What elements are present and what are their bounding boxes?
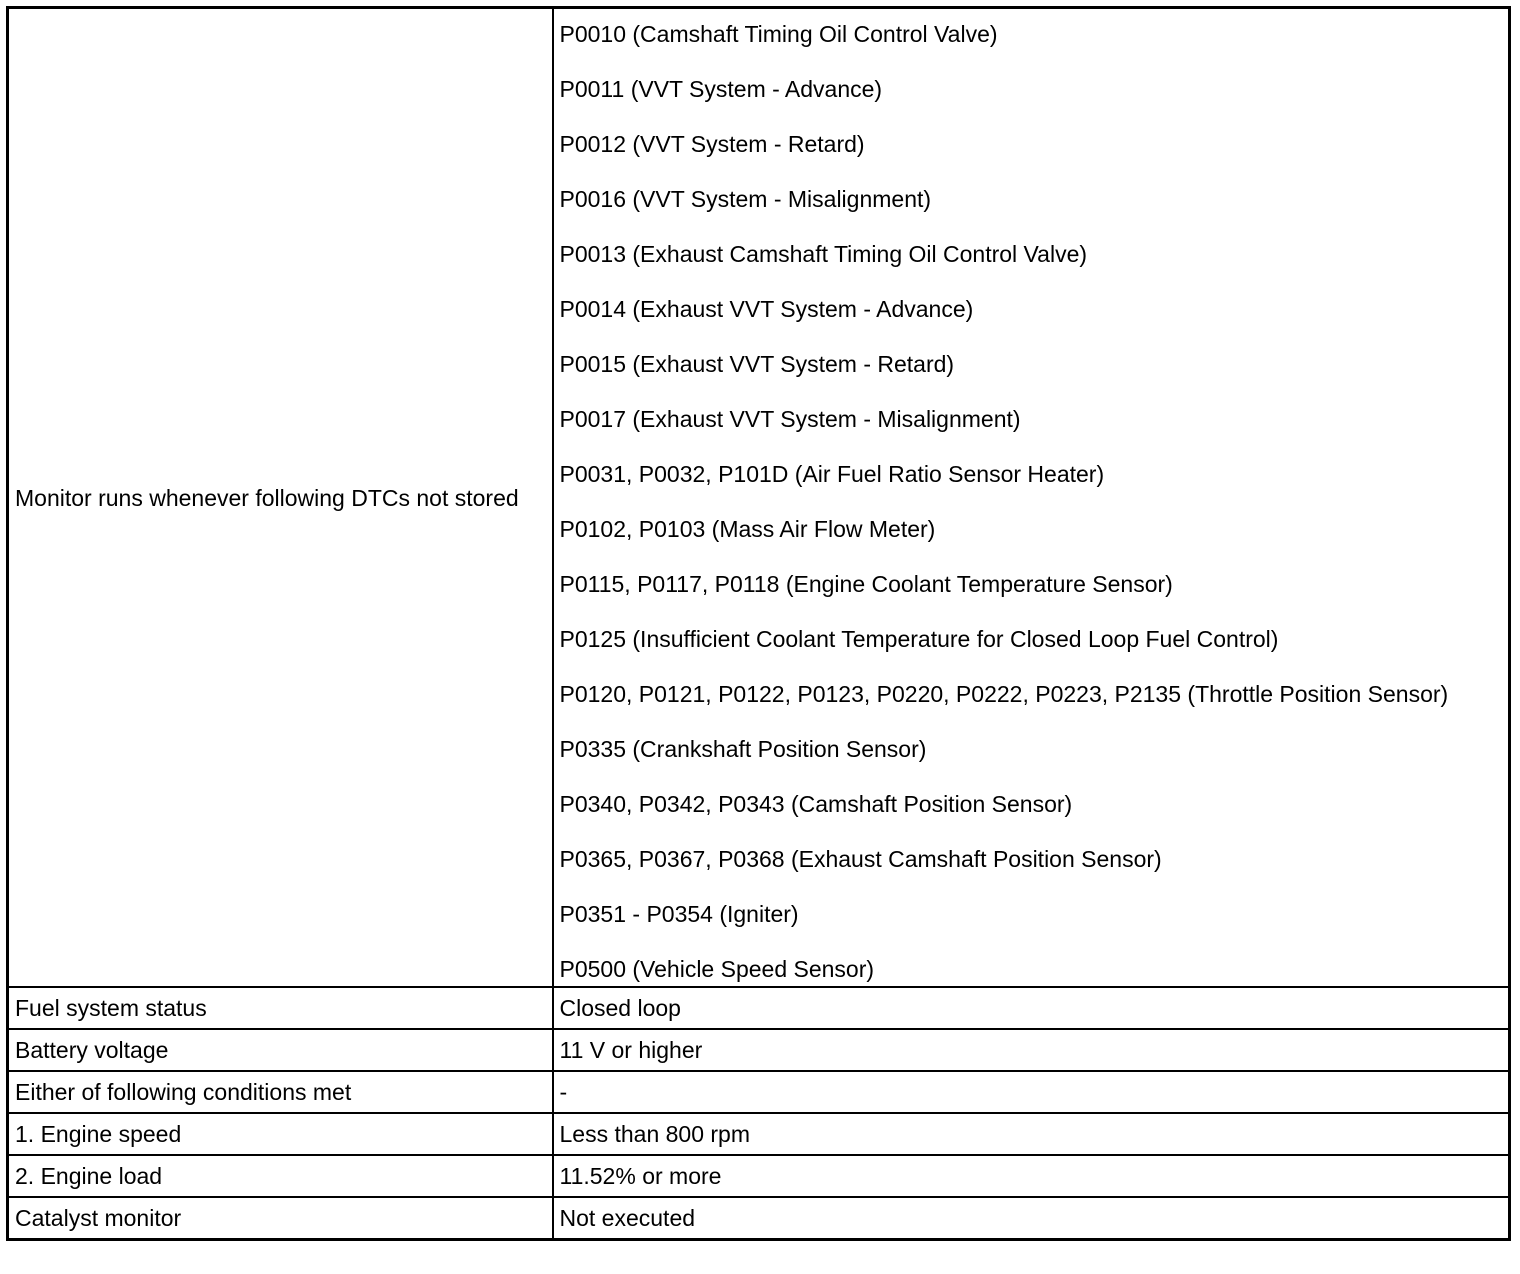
dtc-item: P0365, P0367, P0368 (Exhaust Camshaft Position Sensor)	[559, 846, 1162, 872]
dtc-item: P0340, P0342, P0343 (Camshaft Position Sensor)	[559, 791, 1073, 817]
table-row-fuel-system-status	[8, 987, 1510, 1029]
table-row-either-condition	[8, 1071, 1510, 1113]
row-value: Not executed	[553, 1197, 1510, 1240]
dtc-item: P0125 (Insufficient Coolant Temperature for Closed Loop Fuel Control)	[559, 626, 1279, 652]
row-value: 11.52% or more	[553, 1155, 1510, 1197]
dtc-item: P0013 (Exhaust Camshaft Timing Oil Control Valve)	[559, 241, 1088, 267]
row-value: 11 V or higher	[553, 1029, 1510, 1071]
dtc-item: P0012 (VVT System - Retard)	[559, 131, 865, 157]
dtc-item: P0031, P0032, P101D (Air Fuel Ratio Sensor Heater)	[559, 461, 1105, 487]
dtc-item: P0500 (Vehicle Speed Sensor)	[559, 956, 875, 982]
dtc-item: P0016 (VVT System - Misalignment)	[559, 186, 932, 212]
dtc-list-cell	[553, 8, 1510, 988]
dtc-item: P0014 (Exhaust VVT System - Advance)	[559, 296, 974, 322]
row-label: 2. Engine load	[8, 1155, 553, 1197]
dtc-list	[560, 19, 1503, 984]
dtc-row-label: Monitor runs whenever following DTCs not stored	[8, 8, 553, 988]
table-row-dtc	[8, 8, 1510, 988]
dtc-item: P0010 (Camshaft Timing Oil Control Valve)	[559, 21, 998, 47]
conditions-table	[6, 6, 1511, 1241]
row-value: -	[553, 1071, 1510, 1113]
table-row-engine-speed	[8, 1113, 1510, 1155]
dtc-item: P0115, P0117, P0118 (Engine Coolant Temperature Sensor)	[559, 571, 1173, 597]
row-label: Fuel system status	[8, 987, 553, 1029]
dtc-item: P0102, P0103 (Mass Air Flow Meter)	[559, 516, 936, 542]
row-label: Catalyst monitor	[8, 1197, 553, 1240]
dtc-item: P0335 (Crankshaft Position Sensor)	[559, 736, 927, 762]
table-row-catalyst-monitor	[8, 1197, 1510, 1240]
row-label: Either of following conditions met	[8, 1071, 553, 1113]
dtc-item: P0017 (Exhaust VVT System - Misalignment)	[559, 406, 1021, 432]
table-row-engine-load	[8, 1155, 1510, 1197]
row-label: 1. Engine speed	[8, 1113, 553, 1155]
dtc-item: P0120, P0121, P0122, P0123, P0220, P0222, P0223, P2135 (Throttle Position Sensor)	[559, 681, 1449, 707]
dtc-item: P0011 (VVT System - Advance)	[559, 76, 883, 102]
table-row-battery-voltage	[8, 1029, 1510, 1071]
row-label: Battery voltage	[8, 1029, 553, 1071]
dtc-item: P0015 (Exhaust VVT System - Retard)	[559, 351, 955, 377]
row-value: Closed loop	[553, 987, 1510, 1029]
dtc-item: P0351 - P0354 (Igniter)	[559, 901, 799, 927]
row-value: Less than 800 rpm	[553, 1113, 1510, 1155]
